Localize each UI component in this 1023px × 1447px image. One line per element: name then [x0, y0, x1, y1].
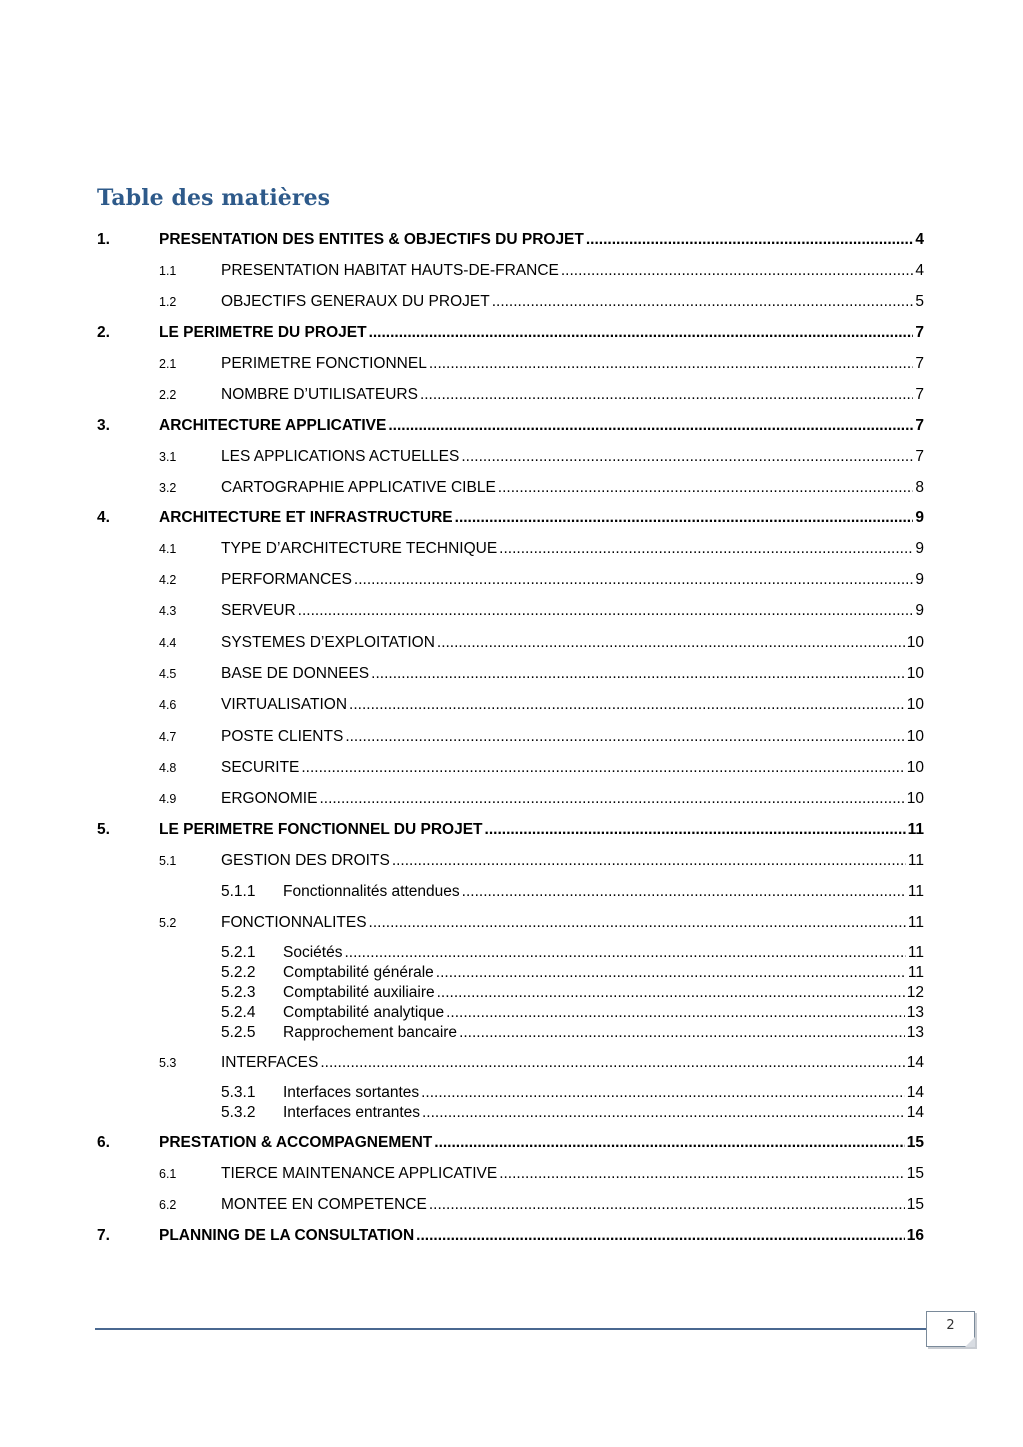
toc-entry-title: VIRTUALISATION [221, 696, 348, 713]
toc-entry[interactable] [97, 912, 924, 934]
dot-leader [319, 788, 904, 810]
toc-entry-title: Sociétés [283, 944, 343, 961]
dot-leader [561, 260, 914, 282]
toc-entry-title: MONTEE EN COMPETENCE [221, 1196, 427, 1213]
toc-entry-title: SECURITE [221, 759, 300, 776]
toc-entry[interactable] [97, 384, 924, 406]
toc-entry-title: LES APPLICATIONS ACTUELLES [221, 448, 460, 465]
dot-leader [349, 694, 905, 716]
toc-entry[interactable] [97, 538, 924, 560]
toc-entry[interactable] [97, 1163, 924, 1185]
toc-entry[interactable] [97, 1225, 924, 1247]
toc-entry[interactable] [97, 229, 924, 251]
dot-leader [320, 1052, 904, 1074]
dot-leader [371, 663, 905, 685]
dot-leader [586, 229, 914, 251]
toc-entry-page: 10 [906, 759, 924, 776]
toc-heading: Table des matières [97, 185, 331, 211]
toc-entry-title: PLANNING DE LA CONSULTATION [159, 1227, 415, 1244]
toc-entry[interactable] [97, 694, 924, 716]
toc-entry-number: 7. [97, 1227, 110, 1244]
toc-entry-number: 5.2.4 [221, 1004, 256, 1021]
toc-entry-number: 5.1.1 [221, 883, 256, 900]
toc-entry-number: 5.2.2 [221, 964, 256, 981]
toc-entry-number: 5.2.5 [221, 1024, 256, 1041]
toc-entry-page: 15 [906, 1196, 924, 1213]
toc-entry-title: PRESENTATION HABITAT HAUTS-DE-FRANCE [221, 262, 559, 279]
dot-leader [499, 538, 913, 560]
toc-entry-number: 1.2 [159, 295, 177, 309]
toc-entry-page: 11 [907, 852, 924, 869]
toc-entry-title: BASE DE DONNEES [221, 665, 370, 682]
toc-entry-number: 3.2 [159, 481, 177, 495]
toc-entry-page: 11 [907, 944, 924, 961]
toc-entry-number: 1.1 [159, 264, 177, 278]
toc-entry[interactable] [97, 600, 924, 622]
dot-leader [462, 881, 906, 903]
toc-entry-number: 2.1 [159, 357, 177, 371]
toc-entry-page: 7 [915, 417, 924, 434]
toc-entry-number: 5.2.1 [221, 944, 256, 961]
toc-entry-page: 10 [906, 696, 924, 713]
dot-leader [498, 477, 914, 499]
dot-leader [485, 819, 906, 841]
toc-entry[interactable] [97, 1002, 924, 1024]
dot-leader [298, 600, 914, 622]
toc-entry-number: 3.1 [159, 450, 177, 464]
toc-entry[interactable] [97, 322, 924, 344]
toc-entry-page: 7 [915, 386, 924, 403]
dot-leader [422, 1102, 905, 1124]
toc-entry-number: 5.1 [159, 854, 177, 868]
dot-leader [392, 850, 906, 872]
toc-entry[interactable] [97, 982, 924, 1004]
toc-entry-title: Comptabilité analytique [283, 1004, 445, 1021]
toc-entry-number: 6. [97, 1134, 110, 1151]
toc-entry-number: 4.2 [159, 573, 177, 587]
toc-entry-page: 12 [906, 984, 924, 1001]
toc-entry[interactable] [97, 726, 924, 748]
toc-entry-page: 9 [915, 571, 924, 588]
dot-leader [354, 569, 913, 591]
toc-entry-title: Comptabilité générale [283, 964, 434, 981]
toc-entry-title: Fonctionnalités attendues [283, 883, 460, 900]
toc-entry-title: CARTOGRAPHIE APPLICATIVE CIBLE [221, 479, 496, 496]
toc-entry-title: Interfaces entrantes [283, 1104, 420, 1121]
toc-entry-page: 10 [906, 728, 924, 745]
toc-entry-title: Rapprochement bancaire [283, 1024, 458, 1041]
toc-entry[interactable] [97, 757, 924, 779]
toc-entry-page: 9 [915, 509, 924, 526]
toc-entry-page: 15 [906, 1134, 924, 1151]
toc-entry[interactable] [97, 1102, 924, 1124]
toc-entry-number: 5. [97, 821, 110, 838]
toc-entry-page: 10 [906, 790, 924, 807]
toc-entry-page: 14 [906, 1104, 924, 1121]
toc-entry-number: 4.6 [159, 698, 177, 712]
toc-entry-page: 4 [915, 262, 924, 279]
toc-entry-title: ERGONOMIE [221, 790, 318, 807]
toc-entry-number: 5.2.3 [221, 984, 256, 1001]
toc-entry-title: LE PERIMETRE FONCTIONNEL DU PROJET [159, 821, 483, 838]
toc-entry-number: 4.5 [159, 667, 177, 681]
toc-entry-title: TYPE D’ARCHITECTURE TECHNIQUE [221, 540, 498, 557]
toc-entry[interactable] [97, 477, 924, 499]
toc-entry-page: 7 [915, 324, 924, 341]
toc-entry-page: 9 [915, 540, 924, 557]
toc-entry-page: 9 [915, 602, 924, 619]
toc-entry[interactable] [97, 881, 924, 903]
toc-entry-title: OBJECTIFS GENERAUX DU PROJET [221, 293, 490, 310]
toc-entry-number: 4.8 [159, 761, 177, 775]
toc-entry-page: 7 [915, 355, 924, 372]
toc-entry[interactable] [97, 962, 924, 984]
dot-leader [421, 1082, 905, 1104]
toc-entry-page: 11 [907, 964, 924, 981]
toc-entry-number: 6.1 [159, 1167, 177, 1181]
toc-entry-number: 2. [97, 324, 110, 341]
dot-leader [492, 291, 914, 313]
toc-entry-number: 5.2 [159, 916, 177, 930]
toc-entry-page: 13 [906, 1024, 924, 1041]
dot-leader [429, 1194, 905, 1216]
toc-entry[interactable] [97, 291, 924, 313]
dot-leader [437, 982, 905, 1004]
toc-entry[interactable] [97, 632, 924, 654]
toc-entry-title: PRESENTATION DES ENTITES & OBJECTIFS DU PROJET [159, 231, 584, 248]
toc-entry-title: Comptabilité auxiliaire [283, 984, 435, 1001]
toc-entry[interactable] [97, 569, 924, 591]
toc-entry-page: 11 [907, 883, 924, 900]
toc-entry-page: 14 [906, 1084, 924, 1101]
toc-entry-number: 5.3.2 [221, 1104, 256, 1121]
toc-entry-title: INTERFACES [221, 1054, 319, 1071]
toc-entry-title: FONCTIONNALITES [221, 914, 367, 931]
toc-entry-number: 4.9 [159, 792, 177, 806]
toc-entry-title: TIERCE MAINTENANCE APPLICATIVE [221, 1165, 498, 1182]
toc-entry-page: 10 [906, 634, 924, 651]
toc-entry[interactable] [97, 788, 924, 810]
page-number: 2 [946, 1318, 955, 1333]
toc-entry-title: LE PERIMETRE DU PROJET [159, 324, 367, 341]
toc-entry-page: 5 [915, 293, 924, 310]
toc-entry-page: 13 [906, 1004, 924, 1021]
dot-leader [345, 726, 904, 748]
toc-entry-title: ARCHITECTURE ET INFRASTRUCTURE [159, 509, 453, 526]
toc-entry-title: NOMBRE D’UTILISATEURS [221, 386, 418, 403]
dot-leader [436, 962, 906, 984]
toc-entry-number: 2.2 [159, 388, 177, 402]
dot-leader [301, 757, 904, 779]
toc-entry[interactable] [97, 663, 924, 685]
toc-entry-number: 5.3.1 [221, 1084, 256, 1101]
dot-leader [499, 1163, 905, 1185]
toc-entry-title: PRESTATION & ACCOMPAGNEMENT [159, 1134, 433, 1151]
toc-entry[interactable] [97, 353, 924, 375]
toc-entry-number: 6.2 [159, 1198, 177, 1212]
toc-entry-title: Interfaces sortantes [283, 1084, 420, 1101]
dot-leader [455, 507, 914, 529]
dot-leader [420, 384, 913, 406]
toc-entry[interactable] [97, 446, 924, 468]
dot-leader [429, 353, 914, 375]
toc-entry-title: SYSTEMES D’EXPLOITATION [221, 634, 435, 651]
toc-entry-number: 1. [97, 231, 110, 248]
toc-entry-title: GESTION DES DROITS [221, 852, 390, 869]
toc-entry[interactable] [97, 1082, 924, 1104]
toc-entry[interactable] [97, 1194, 924, 1216]
toc-entry-page: 14 [906, 1054, 924, 1071]
toc-entry[interactable] [97, 260, 924, 282]
toc-entry-page: 11 [907, 821, 924, 838]
toc-entry[interactable] [97, 819, 924, 841]
dot-leader [446, 1002, 905, 1024]
toc-entry-title: PERIMETRE FONCTIONNEL [221, 355, 427, 372]
toc-entry-title: PERFORMANCES [221, 571, 352, 588]
toc-entry-number: 4. [97, 509, 110, 526]
toc-entry-page: 11 [907, 914, 924, 931]
toc-entry-number: 4.3 [159, 604, 177, 618]
toc-entry[interactable] [97, 415, 924, 437]
dot-leader [388, 415, 913, 437]
toc-entry[interactable] [97, 507, 924, 529]
toc-entry[interactable] [97, 1052, 924, 1074]
dot-leader [416, 1225, 905, 1247]
dot-leader [434, 1132, 904, 1154]
page-number-box [926, 1311, 975, 1347]
toc-entry-number: 4.1 [159, 542, 177, 556]
toc-entry-number: 4.4 [159, 636, 177, 650]
toc-entry[interactable] [97, 942, 924, 964]
toc-entry-page: 15 [906, 1165, 924, 1182]
toc-entry-page: 16 [906, 1227, 924, 1244]
dot-leader [344, 942, 905, 964]
toc-entry-number: 3. [97, 417, 110, 434]
footer-rule [95, 1328, 928, 1330]
dot-leader [369, 322, 914, 344]
toc-entry-page: 8 [915, 479, 924, 496]
toc-entry-page: 4 [915, 231, 924, 248]
toc-entry-page: 7 [915, 448, 924, 465]
toc-entry-title: POSTE CLIENTS [221, 728, 344, 745]
toc-entry-title: ARCHITECTURE APPLICATIVE [159, 417, 387, 434]
dot-leader [459, 1022, 905, 1044]
toc-entry-number: 4.7 [159, 730, 177, 744]
dot-leader [369, 912, 906, 934]
toc-entry-title: SERVEUR [221, 602, 296, 619]
toc-entry[interactable] [97, 850, 924, 872]
toc-entry-page: 10 [906, 665, 924, 682]
dot-leader [437, 632, 905, 654]
dot-leader [461, 446, 913, 468]
toc-entry[interactable] [97, 1132, 924, 1154]
toc-entry-number: 5.3 [159, 1056, 177, 1070]
toc-entry[interactable] [97, 1022, 924, 1044]
